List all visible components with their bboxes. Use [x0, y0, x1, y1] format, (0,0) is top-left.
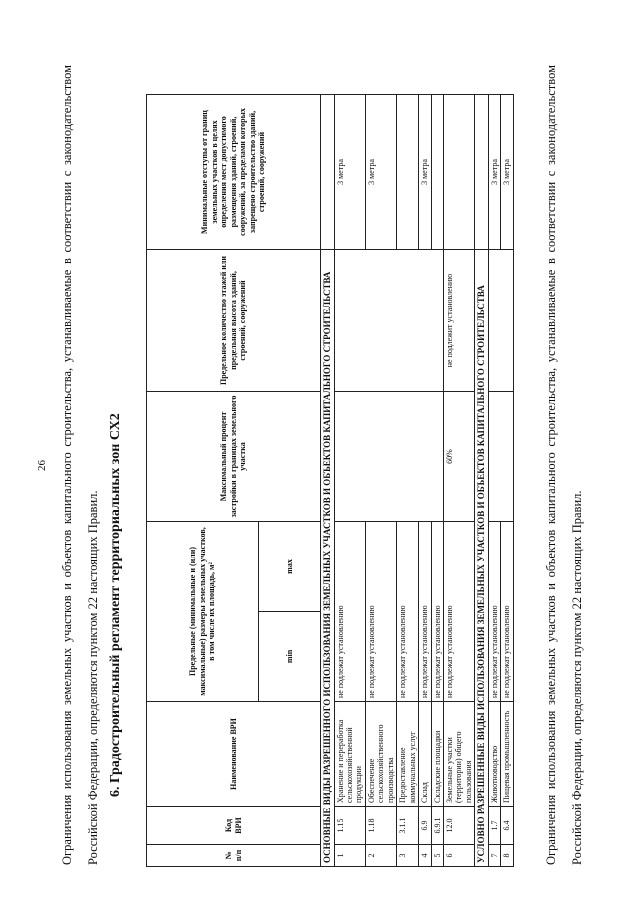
row-name: Земельные участки (территории) общего пользования	[443, 702, 474, 807]
section-conditional-label: УСЛОВНО РАЗРЕШЕННЫЕ ВИДЫ ИСПОЛЬЗОВАНИЯ ЗЕМЕЛЬНЫХ УЧАСТКОВ И ОБЪЕКТОВ КАПИТАЛЬНОГО СТРОИТЕЛЬСТВА	[475, 250, 489, 867]
header-size: Предельные (минимальные и (или) максимальные) размеры земельных участков, в том числе их площадь, м²	[147, 522, 259, 702]
header-floors: Предельное количество этажей или предельная высота зданий, строений, сооружений	[147, 250, 321, 392]
header-code: Код ВРИ	[147, 807, 321, 845]
section-main-end	[321, 95, 335, 250]
section-row-conditional	[475, 95, 489, 867]
header-num: № п/п	[147, 845, 321, 867]
row-size: не подлежат установлению	[419, 522, 431, 702]
row-size: не подлежат установлению	[431, 522, 443, 702]
row-num: 6	[443, 845, 474, 867]
row-size: не подлежат установлению	[365, 522, 396, 702]
row-num: 7	[488, 845, 500, 867]
row-floors-spacer	[488, 250, 513, 392]
header-min: min	[259, 612, 321, 702]
row-name: Склад	[419, 702, 431, 807]
row-percent-spacer	[334, 392, 443, 522]
section-main-label: ОСНОВНЫЕ ВИДЫ РАЗРЕШЕННОГО ИСПОЛЬЗОВАНИЯ ЗЕМЕЛЬНЫХ УЧАСТКОВ И ОБЪЕКТОВ КАПИТАЛЬНОГО СТРОИТЕЛЬСТВА	[321, 250, 335, 867]
row-name: Пищевая промышленность	[501, 702, 513, 807]
row-percent: 60%	[443, 392, 474, 522]
table-row	[334, 95, 365, 867]
section-row-main	[321, 95, 335, 867]
row-code: 3.1.1	[397, 807, 419, 845]
row-setback	[397, 95, 419, 250]
row-name: Складские площадки	[431, 702, 443, 807]
header-name: Наименование ВРИ	[147, 702, 321, 807]
row-num: 5	[431, 845, 443, 867]
row-setback	[443, 95, 474, 250]
row-setback	[431, 95, 443, 250]
row-code: 6.4	[501, 807, 513, 845]
row-code: 1.18	[365, 807, 396, 845]
page-number: 26	[36, 460, 48, 471]
restrictions-paragraph-bottom: Ограничения использования земельных участков и объектов капитального строительства, устанавливаемые в соответствии с законодательством Российской Федерации, определяются пунктом 22 настоящих Правил.	[544, 65, 584, 865]
row-name: Обеспечение сельскохозяйственного производства	[365, 702, 396, 807]
row-num: 8	[501, 845, 513, 867]
row-size: не подлежат установлению	[501, 522, 513, 702]
row-code: 6.9	[419, 807, 431, 845]
row-num: 2	[365, 845, 396, 867]
row-code: 12.0	[443, 807, 474, 845]
section-title: 6. Градостроительный регламент территориальных зон СХ2	[108, 413, 123, 797]
row-name: Животноводство	[488, 702, 500, 807]
row-floors: не подлежит установлению	[443, 250, 474, 392]
header-percent: Максимальный процент застройки в границах земельного участка	[147, 392, 321, 522]
row-size: не подлежат установлению	[334, 522, 365, 702]
row-num: 3	[397, 845, 419, 867]
row-code: 1.7	[488, 807, 500, 845]
header-max: max	[259, 522, 321, 612]
row-setback: 3 метра	[488, 95, 500, 250]
row-num: 1	[334, 845, 365, 867]
section-conditional-end	[475, 95, 489, 250]
row-code: 6.9.1	[431, 807, 443, 845]
row-setback: 3 метра	[334, 95, 365, 250]
row-setback: 3 метра	[501, 95, 513, 250]
header-setback: Минимальные отступы от границ земельных участков в целях определения мест допустимого размещения зданий, строений, сооружений, за пределами которых запрещено строительство зданий, строений, сооружений	[147, 95, 321, 250]
table-row	[443, 95, 474, 867]
row-size: не подлежат установлению	[397, 522, 419, 702]
row-num: 4	[419, 845, 431, 867]
row-name: Предоставление коммунальных услуг	[397, 702, 419, 807]
row-setback: 3 метра	[365, 95, 396, 250]
row-size: не подлежат установлению	[443, 522, 474, 702]
table-row	[488, 95, 500, 867]
row-setback: 3 метра	[419, 95, 431, 250]
row-name: Хранение и переработка сельскохозяйственной продукции	[334, 702, 365, 807]
row-size: не подлежат установлению	[488, 522, 500, 702]
row-code: 1.15	[334, 807, 365, 845]
restrictions-paragraph-top: Ограничения использования земельных участков и объектов капитального строительства, устанавливаемые в соответствии с законодательством Российской Федерации, определяются пунктом 22 настоящих Правил.	[60, 65, 100, 865]
row-floors-spacer	[334, 250, 443, 392]
regulation-table	[146, 94, 514, 867]
row-percent-spacer	[488, 392, 513, 522]
